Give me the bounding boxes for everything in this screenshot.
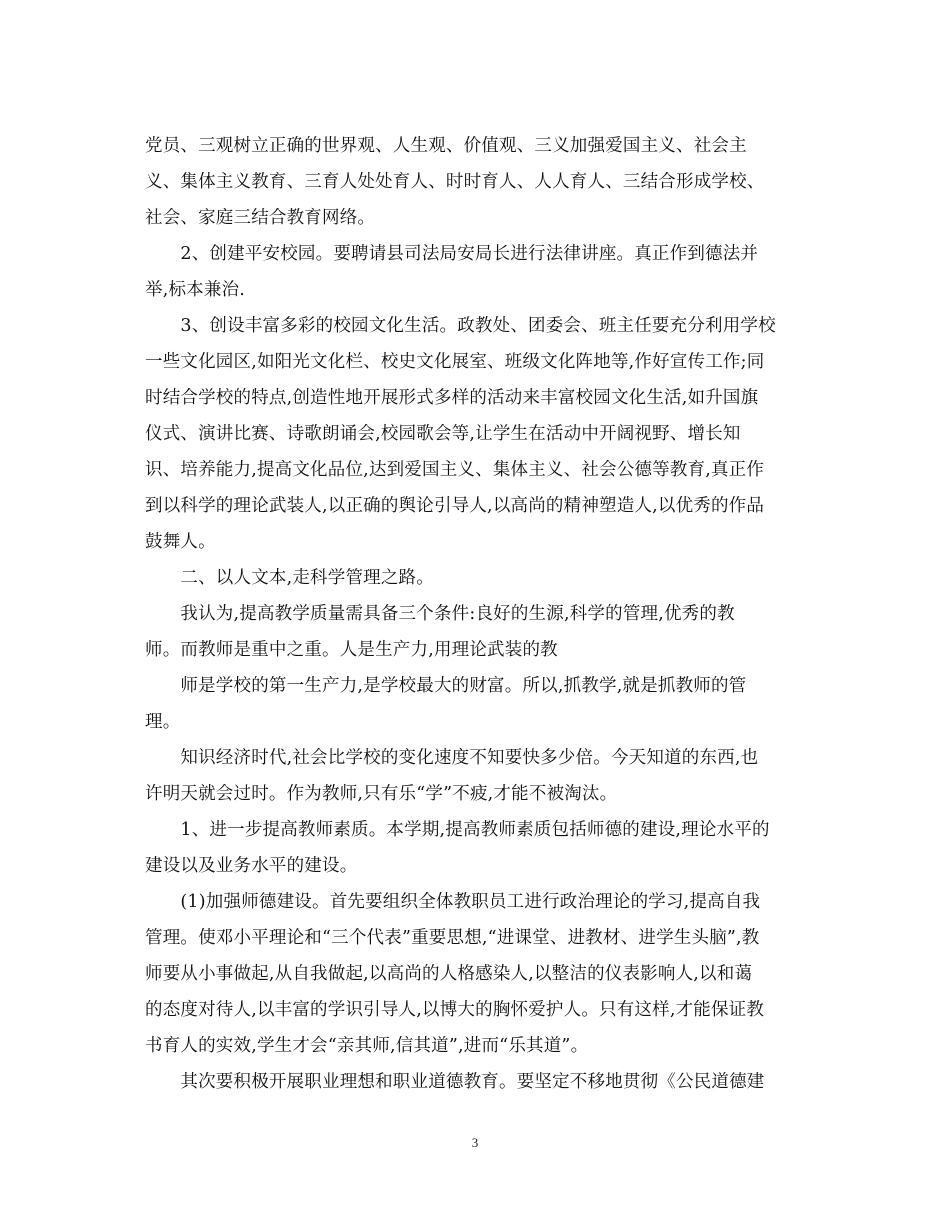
document-body xyxy=(145,128,809,1100)
text-line: 到以科学的理论武装人,以正确的舆论引导人,以高尚的精神塑造人,以优秀的作品 xyxy=(145,496,765,516)
text-line: 3、创设丰富多彩的校园文化生活。政教处、团委会、班主任要充分利用学校 xyxy=(145,316,776,336)
text-line: 义、集体主义教育、三育人处处育人、时时育人、人人育人、三结合形成学校、 xyxy=(145,172,765,192)
text-line: 举,标本兼治. xyxy=(145,280,246,300)
text-line: 建设以及业务水平的建设。 xyxy=(145,856,358,876)
text-line: 师。而教师是重中之重。人是生产力,用理论武装的教 xyxy=(145,640,558,660)
text-line: 师要从小事做起,从自我做起,以高尚的人格感染人,以整洁的仪表影响人,以和蔼 xyxy=(145,964,753,984)
text-line: 时结合学校的特点,创造性地开展形式多样的活动来丰富校园文化生活,如升国旗 xyxy=(145,388,759,408)
text-line: 仪式、演讲比赛、诗歌朗诵会,校园歌会等,让学生在活动中开阔视野、增长知 xyxy=(145,424,741,444)
text-line: (1)加强师德建设。首先要组织全体教职员工进行政治理论的学习,提高自我 xyxy=(145,892,761,912)
text-line: 识、培养能力,提高文化品位,达到爱国主义、集体主义、社会公德等教育,真正作 xyxy=(145,460,765,480)
text-line: 的态度对待人,以丰富的学识引导人,以博大的胸怀爱护人。只有这样,才能保证教 xyxy=(145,1000,765,1020)
text-line: 师是学校的第一生产力,是学校最大的财富。所以,抓教学,就是抓教师的管 xyxy=(145,676,747,696)
text-line: 书育人的实效,学生才会“亲其师,信其道”,进而“乐其道”。 xyxy=(145,1036,589,1056)
text-line: 党员、三观树立正确的世界观、人生观、价值观、三义加强爱国主义、社会主 xyxy=(145,136,747,156)
text-line: 知识经济时代,社会比学校的变化速度不知要快多少倍。今天知道的东西,也 xyxy=(145,748,759,768)
text-line: 鼓舞人。 xyxy=(145,532,216,552)
text-line: 我认为,提高教学质量需具备三个条件:良好的生源,科学的管理,优秀的教 xyxy=(145,604,735,624)
text-line: 其次要积极开展职业理想和职业道德教育。要坚定不移地贯彻《公民道德建 xyxy=(145,1072,765,1092)
text-line: 1、进一步提高教师素质。本学期,提高教师素质包括师德的建设,理论水平的 xyxy=(145,820,770,840)
text-line: 一些文化园区,如阳光文化栏、校史文化展室、班级文化阵地等,作好宣传工作;同 xyxy=(145,352,765,372)
text-line: 二、以人文本,走科学管理之路。 xyxy=(145,568,434,588)
page-number: 3 xyxy=(471,1135,479,1150)
text-line: 许明天就会过时。作为教师,只有乐“学”不疲,才能不被淘汰。 xyxy=(145,784,618,804)
text-line: 2、创建平安校园。要聘请县司法局安局长进行法律讲座。真正作到德法并 xyxy=(145,244,759,264)
text-line: 社会、家庭三结合教育网络。 xyxy=(145,208,376,228)
text-line: 管理。使邓小平理论和“三个代表”重要思想,“进课堂、进教材、进学生头脑”,教 xyxy=(145,928,760,948)
text-line: 理。 xyxy=(145,712,181,732)
